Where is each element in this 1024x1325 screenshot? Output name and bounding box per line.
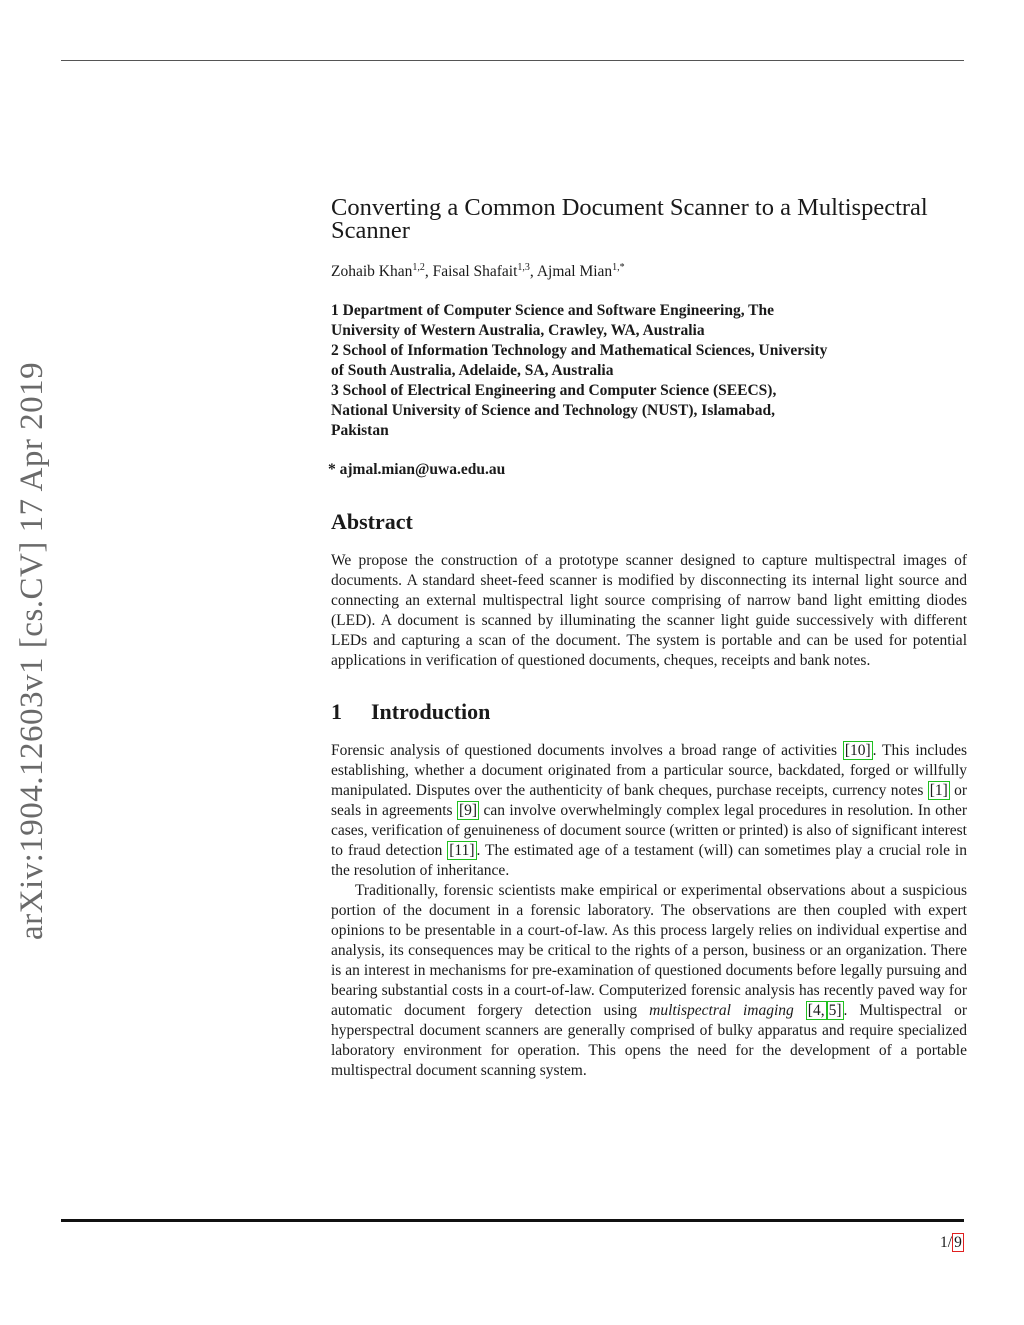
intro-paragraph-2: Traditionally, forensic scientists make empirical or experimental observations about a suspicious portion of the document in a forensic laboratory. The observations are then coupled with expert opinions to be presentable in a court-of-law. As this process largely relies on individual expertise and analysis, its consequences may be critical to the rights of a person, business or an organization. There is an interest in mechanisms for pre-examination of questioned documents before legally pursuing and bearing substantial costs in a court-of-law. Computerized forensic analysis has recently paved way for automatic document forgery detection using multispectral imaging [4, 5] . Multispectral or hyperspectral document scanners are generally comprised of bulky apparatus and require specialized laboratory environment for operation. This opens the need for the development of a portable multispectral document scanning system. [331, 882, 968, 1080]
citation-link[interactable]: [1] [929, 782, 948, 800]
affiliation-line: 3 School of Electrical Engineering and Computer Science (SEECS), [331, 382, 777, 400]
author-affil-sup: 1,* [612, 262, 625, 273]
title-line-1: Converting a Common Document Scanner to a Multispectral [331, 194, 928, 221]
citation-link[interactable]: [9] [459, 802, 478, 820]
citation-link[interactable]: [11] [449, 842, 475, 860]
page-current: 1/ [940, 1234, 953, 1251]
paper-title [331, 196, 967, 242]
page-number [940, 1234, 964, 1252]
citation-link[interactable]: [10] [844, 742, 871, 760]
citation-link[interactable]: 5] [828, 1002, 842, 1020]
footer-rule [61, 1219, 964, 1222]
affiliation-line: 1 Department of Computer Science and Software Engineering, The [331, 302, 775, 320]
section-number: 1 [331, 699, 342, 725]
affiliations [331, 301, 967, 441]
title-line-2: Scanner [331, 217, 410, 244]
corresponding-email[interactable]: * ajmal.mian@uwa.edu.au [328, 461, 506, 479]
section-title: Introduction [371, 699, 491, 725]
page-total-link[interactable]: 9 [954, 1234, 962, 1251]
citation-link[interactable]: [4, [807, 1002, 825, 1020]
paper-content [328, 194, 968, 1081]
intro-paragraph-1: Forensic analysis of questioned documents involves a broad range of activities [10] . This includes establishing, whether a document originated from a particular source, backdated, forged or willfully manipulated. Disputes over the authenticity of bank cheques, purchase receipts, currency notes [1] or seals in agreements [9] can involve overwhelmingly complex legal procedures in resolution. In other cases, verification of genuineness of document source (written or printed) is also of significant interest to fraud detection [11] . The estimated age of a testament (will) can sometimes play a crucial role in the resolution of inheritance. [331, 742, 968, 880]
affiliation-line: 2 School of Information Technology and Mathematical Sciences, University [331, 342, 828, 360]
emphasis-text: multispectral imaging [649, 1002, 794, 1020]
arxiv-side-stamp: arXiv:1904.12603v1 [cs.CV] 17 Apr 2019 [14, 361, 50, 940]
section-heading-introduction [331, 699, 967, 725]
author-name: Ajmal Mian [536, 263, 613, 281]
header-rule [61, 60, 964, 61]
author-name: Zohaib Khan [331, 263, 413, 281]
affiliation-line: National University of Science and Technology (NUST), Islamabad, [331, 402, 775, 420]
author-affil-sup: 1,3 [517, 262, 530, 273]
affiliation-line: Pakistan [331, 422, 389, 440]
affiliation-line: University of Western Australia, Crawley, WA, Australia [331, 322, 705, 340]
abstract-heading: Abstract [331, 509, 413, 535]
affiliation-line: of South Australia, Adelaide, SA, Australia [331, 362, 614, 380]
author-name: Faisal Shafait [432, 263, 518, 281]
author-list: Zohaib Khan$^{1,2}$, Faisal Shafait$^{1,3}$, Ajmal Mian$^{1,*}$ [331, 262, 625, 281]
abstract-text: We propose the construction of a prototype scanner designed to capture multispectral images of documents. A standard sheet-feed scanner is modified by disconnecting its internal light source and connecting an external multispectral light source comprising of narrow band light emitting diodes (LED). A document is scanned by illuminating the scanner light guide successively with different LEDs and capturing a scan of the document. The system is portable and can be used for potential applications in verification of questioned documents, cheques, receipts and bank notes. [331, 552, 967, 670]
author-affil-sup: 1,2 [412, 262, 425, 273]
